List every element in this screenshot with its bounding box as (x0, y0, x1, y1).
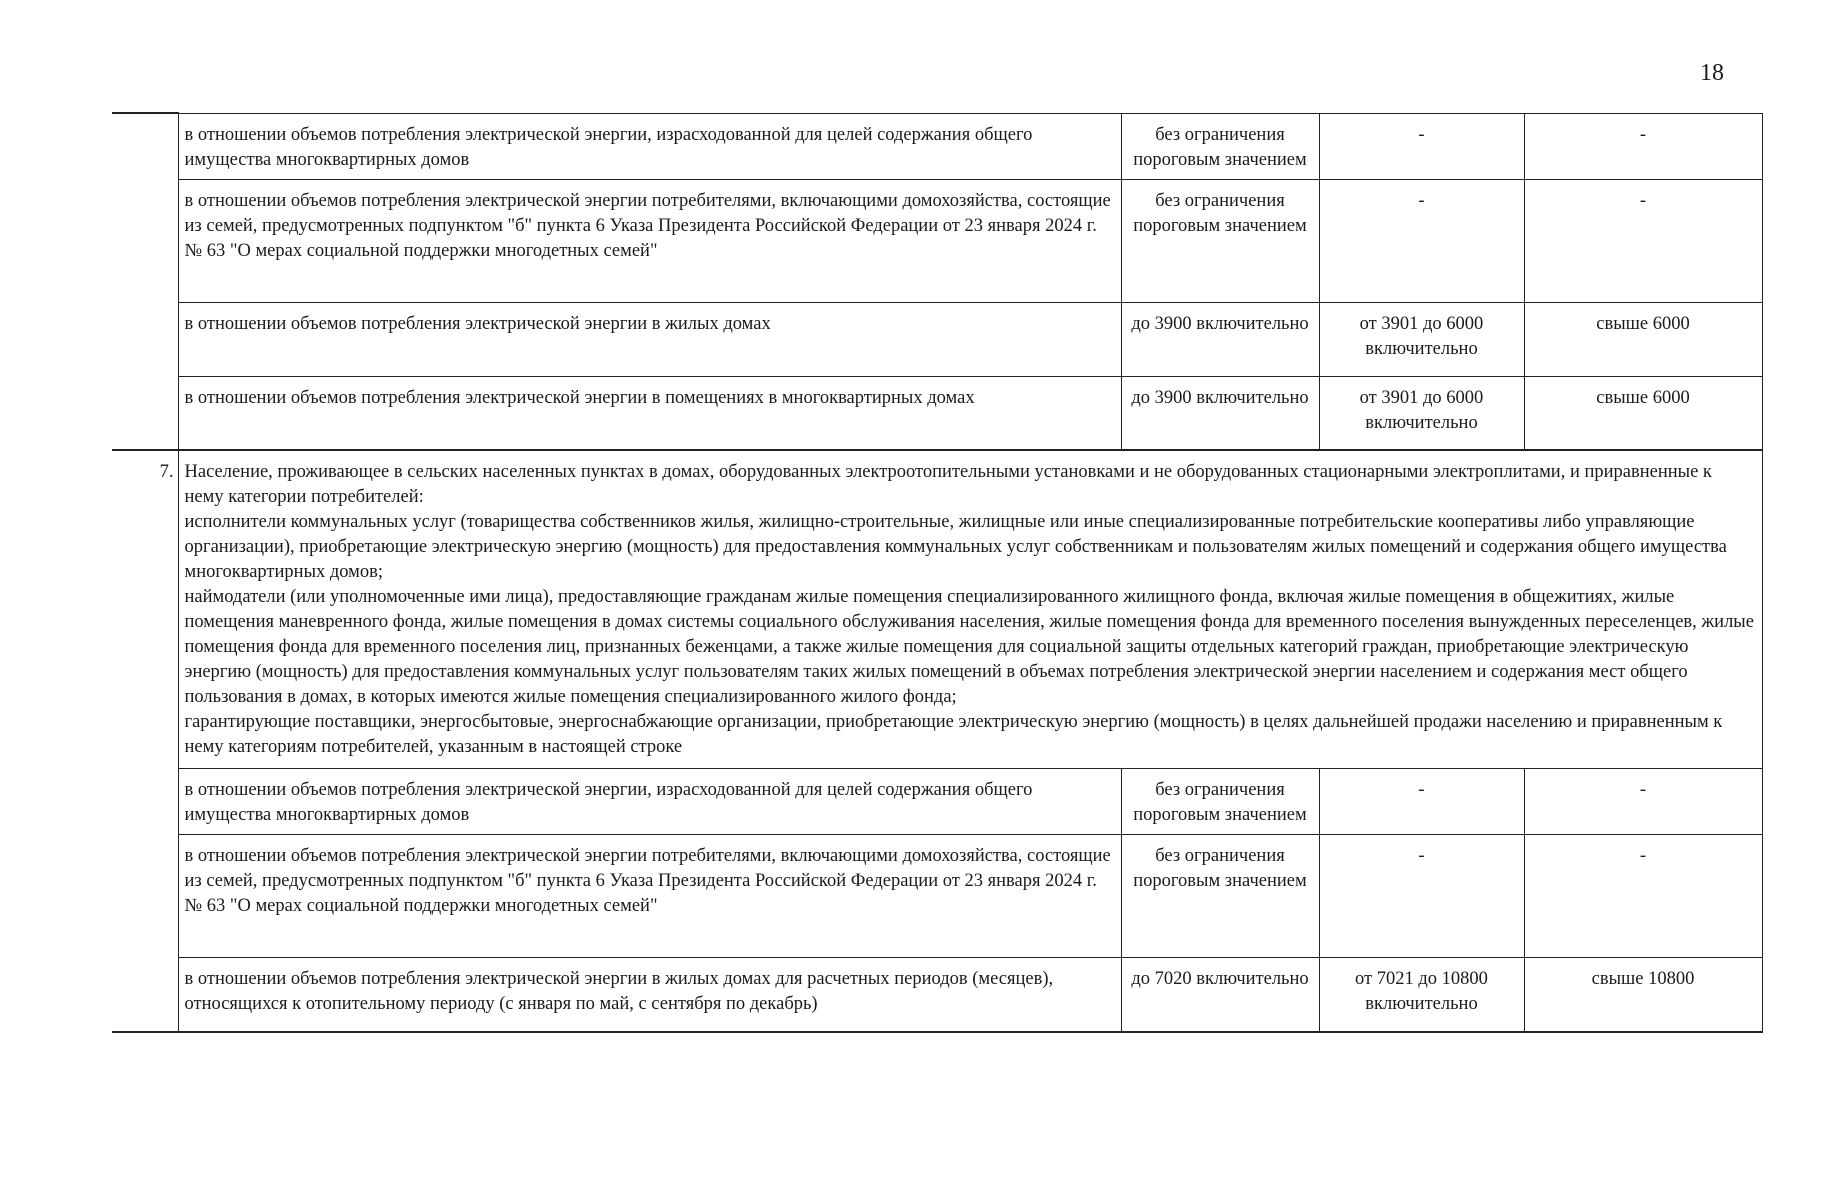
threshold-2: - (1319, 113, 1524, 179)
threshold-2: от 7021 до 10800 включительно (1319, 958, 1524, 1032)
tariff-table (112, 112, 1763, 1033)
section-number: 7. (112, 450, 178, 769)
threshold-2: от 3901 до 6000 включительно (1319, 302, 1524, 376)
table-row (112, 958, 1762, 1032)
threshold-1: без ограничения пороговым значением (1121, 113, 1319, 179)
threshold-1: без ограничения пороговым значением (1121, 769, 1319, 835)
row-number-cell (112, 113, 178, 179)
threshold-1: без ограничения пороговым значением (1121, 179, 1319, 302)
row-description: в отношении объемов потребления электрической энергии потребителями, включающими домохозяйства, состоящие из семей, предусмотренных подпунктом "б" пункта 6 Указа Президента Российской Федерации от 23 января 2024 г. № 63 "О мерах социальной поддержки многодетных семей" (178, 179, 1121, 302)
threshold-2: от 3901 до 6000 включительно (1319, 376, 1524, 450)
threshold-3: - (1524, 769, 1762, 835)
threshold-3: - (1524, 113, 1762, 179)
table-row (112, 302, 1762, 376)
row-number-cell (112, 302, 178, 376)
section-7-description: Население, проживающее в сельских населенных пунктах в домах, оборудованных электроотопительными установками и не оборудованных стационарными электроплитами, и приравненные к нему категории потребителей: исполнители коммунальных услуг (товарищества собственников жилья, жилищно-строительные, жилищные или иные специализированные потребительские кооперативы либо управляющие организации), приобретающие электрическую энергию (мощность) для предоставления коммунальных услуг собственникам и пользователям жилых помещений и содержания общего имущества многоквартирных домов; наймодатели (или уполномоченные ими лица), предоставляющие гражданам жилые помещения специализированного жилищного фонда, включая жилые помещения в общежитиях, жилые помещения маневренного фонда, жилые помещения в домах системы социального обслуживания населения, жилые помещения фонда для временного поселения вынужденных переселенцев, жилые помещения фонда для временного поселения лиц, признанных беженцами, а также жилые помещения для социальной защиты отдельных категорий граждан, приобретающие электрическую энергию (мощность) для предоставления коммунальных услуг пользователям таких жилых помещений в объемах потребления электрической энергии населением и содержания мест общего пользования в домах, в которых имеются жилые помещения специализированного жилого фонда; гарантирующие поставщики, энергосбытовые, энергоснабжающие организации, приобретающие электрическую энергию (мощность) в целях дальнейшей продажи населению и приравненным к нему категориям потребителей, указанным в настоящей строке (178, 450, 1762, 769)
threshold-3: свыше 6000 (1524, 302, 1762, 376)
row-number-cell (112, 835, 178, 958)
threshold-3: свыше 6000 (1524, 376, 1762, 450)
threshold-3: - (1524, 179, 1762, 302)
row-description: в отношении объемов потребления электрической энергии в помещениях в многоквартирных домах (178, 376, 1121, 450)
section-7-header-row (112, 450, 1762, 769)
row-description: в отношении объемов потребления электрической энергии потребителями, включающими домохозяйства, состоящие из семей, предусмотренных подпунктом "б" пункта 6 Указа Президента Российской Федерации от 23 января 2024 г. № 63 "О мерах социальной поддержки многодетных семей" (178, 835, 1121, 958)
threshold-3: свыше 10800 (1524, 958, 1762, 1032)
row-number-cell (112, 958, 178, 1032)
table-row (112, 769, 1762, 835)
row-description: в отношении объемов потребления электрической энергии в жилых домах для расчетных периодов (месяцев), относящихся к отопительному периоду (с января по май, с сентября по декабрь) (178, 958, 1121, 1032)
row-number-cell (112, 376, 178, 450)
table-row (112, 113, 1762, 179)
threshold-1: до 3900 включительно (1121, 302, 1319, 376)
table-row (112, 376, 1762, 450)
row-description: в отношении объемов потребления электрической энергии в жилых домах (178, 302, 1121, 376)
table-row (112, 179, 1762, 302)
row-description: в отношении объемов потребления электрической энергии, израсходованной для целей содержания общего имущества многоквартирных домов (178, 769, 1121, 835)
threshold-2: - (1319, 179, 1524, 302)
threshold-3: - (1524, 835, 1762, 958)
threshold-1: до 3900 включительно (1121, 376, 1319, 450)
row-number-cell (112, 769, 178, 835)
page-number: 18 (1700, 60, 1724, 86)
row-description: в отношении объемов потребления электрической энергии, израсходованной для целей содержания общего имущества многоквартирных домов (178, 113, 1121, 179)
threshold-1: до 7020 включительно (1121, 958, 1319, 1032)
threshold-2: - (1319, 835, 1524, 958)
threshold-1: без ограничения пороговым значением (1121, 835, 1319, 958)
table-row (112, 835, 1762, 958)
threshold-2: - (1319, 769, 1524, 835)
row-number-cell (112, 179, 178, 302)
